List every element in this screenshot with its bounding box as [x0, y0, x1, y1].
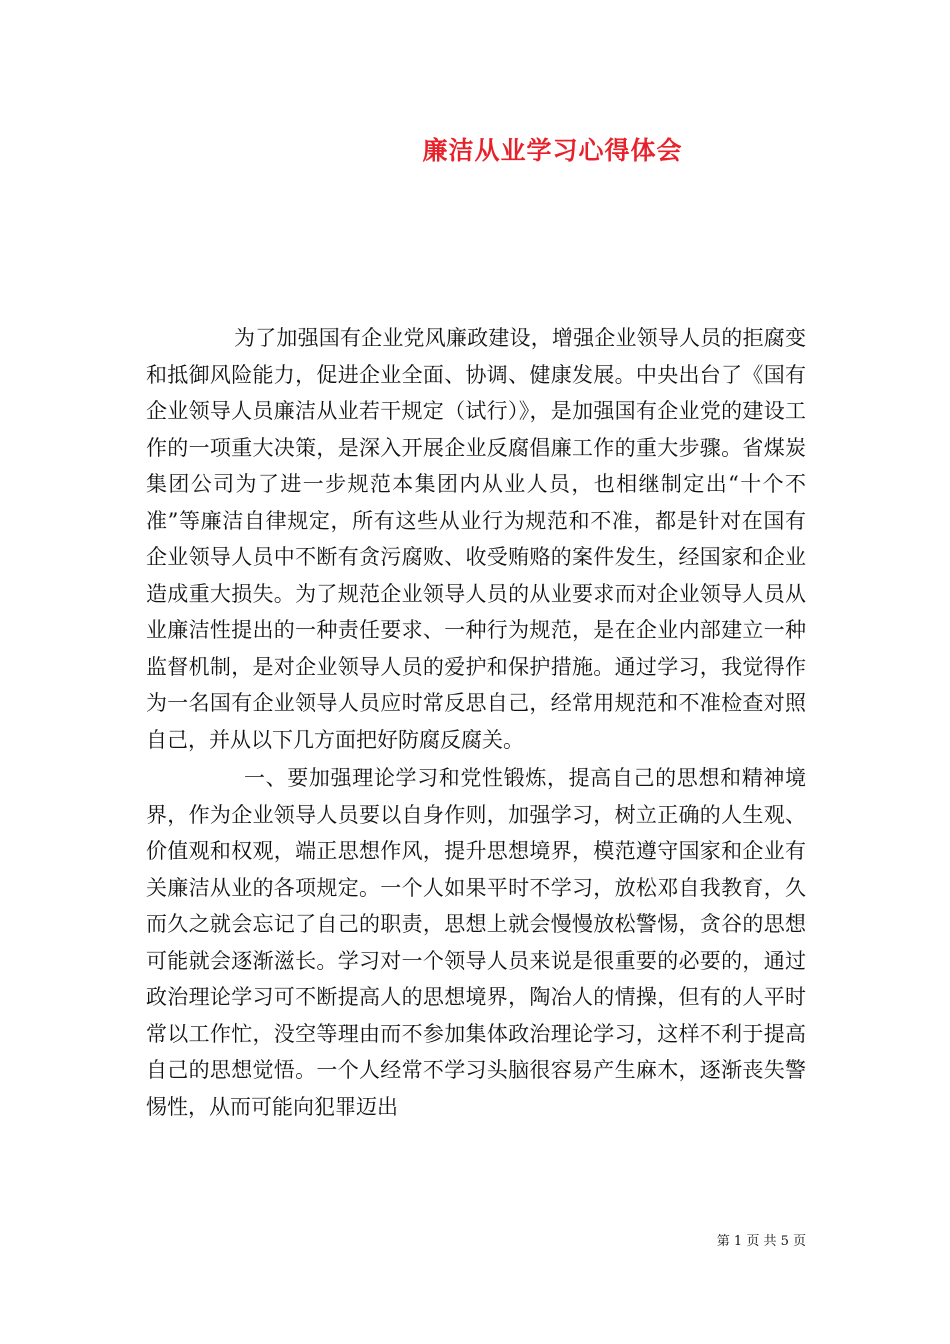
document-body [146, 320, 806, 1125]
paragraph-section-one: 一、要加强理论学习和党性锻炼，提高自己的思想和精神境界，作为企业领导人员要以自身作则，加强学习，树立正确的人生观、价值观和权观，端正思想作风，提升思想境界，模范遵守国家和企业有关廉洁从业的各项规定。一个人如果平时不学习，放松邓自我教育，久而久之就会忘记了自己的职责，思想上就会慢慢放松警惕，贪谷的思想可能就会逐渐滋长。学习对一个领导人员来说是很重要的必要的，通过政治理论学习可不断提高人的思想境界，陶冶人的情操，但有的人平时常以工作忙，没空等理由而不参加集体政治理论学习，这样不利于提高自己的思想觉悟。一个人经常不学习头脑很容易产生麻木，逐渐丧失警惕性，从而可能向犯罪迈出 [146, 766, 806, 1119]
page-number-footer: 第 1 页 共 5 页 [716, 1234, 806, 1249]
paragraph-intro: 为了加强国有企业党风廉政建设，增强企业领导人员的拒腐变和抵御风险能力，促进企业全面、协调、健康发展。中央出台了《国有企业领导人员廉洁从业若干规定（试行）》，是加强国有企业党的建设工作的一项重大决策，是深入开展企业反腐倡廉工作的重大步骤。省煤炭集团公司为了进一步规范本集团内从业人员，也相继制定出“十个不准”等廉洁自律规定，所有这些从业行为规范和不准，都是针对在国有企业领导人员中不断有贪污腐败、收受贿赂的案件发生，经国家和企业造成重大损失。为了规范企业领导人员的从业要求而对企业领导人员从业廉洁性提出的一种责任要求、一种行为规范，是在企业内部建立一种监督机制，是对企业领导人员的爱护和保护措施。通过学习，我觉得作为一名国有企业领导人员应时常反思自己，经常用规范和不准检查对照自己，并从以下几方面把好防腐反腐关。 [146, 326, 806, 752]
document-title: 廉洁从业学习心得体会 [422, 136, 683, 165]
